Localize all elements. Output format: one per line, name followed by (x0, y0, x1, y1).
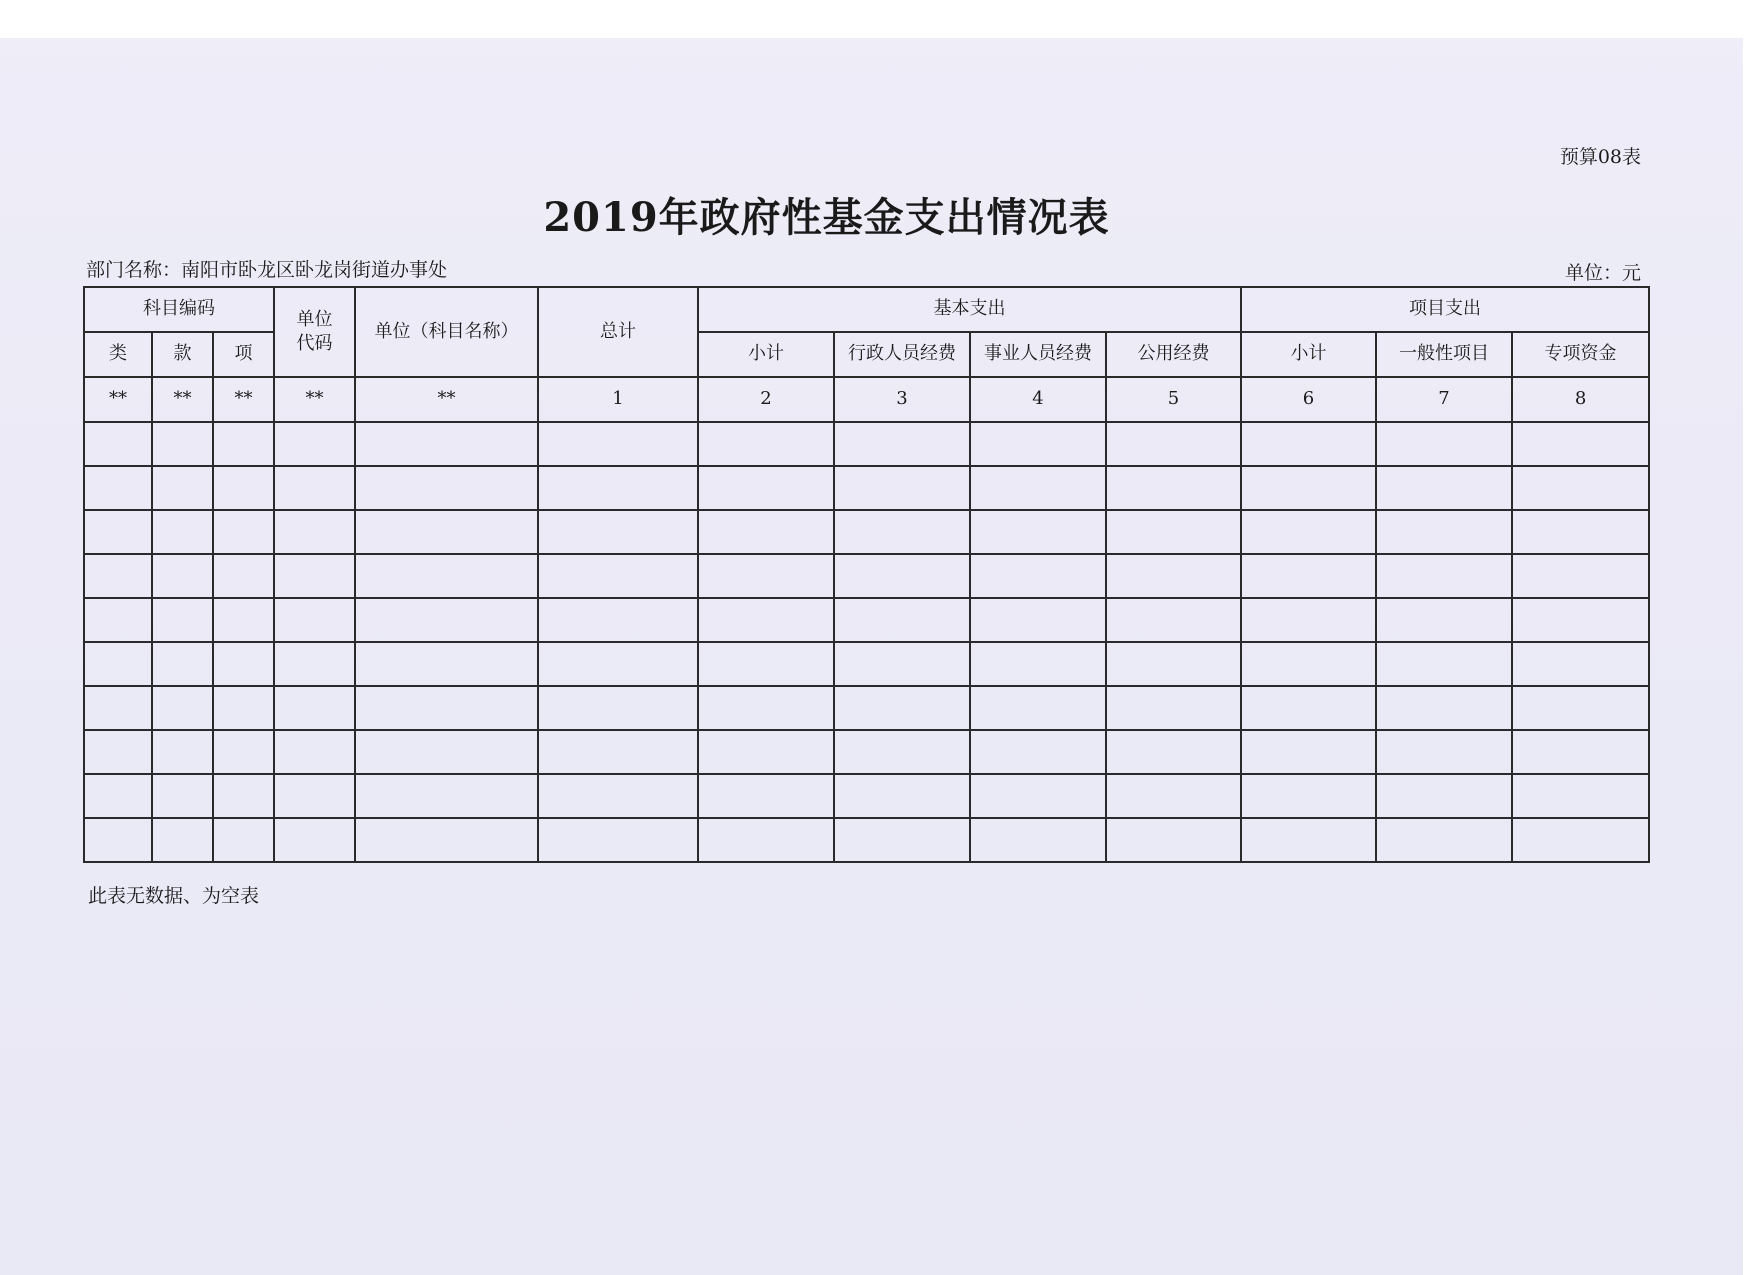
index-cell: 7 (1376, 377, 1512, 422)
table-cell (834, 642, 970, 686)
table-cell (213, 642, 274, 686)
table-cell (1106, 686, 1241, 730)
table-cell (1512, 510, 1649, 554)
table-cell (152, 642, 213, 686)
table-cell (355, 466, 538, 510)
table-cell (698, 774, 834, 818)
table-cell (355, 510, 538, 554)
table-cell (970, 818, 1106, 862)
table-cell (970, 686, 1106, 730)
table-row (84, 422, 1649, 466)
table-cell (1106, 466, 1241, 510)
header-xiang: 项 (213, 332, 274, 377)
table-cell (834, 598, 970, 642)
table-cell (698, 686, 834, 730)
table-cell (152, 554, 213, 598)
table-cell (355, 598, 538, 642)
header-project-expenditure: 项目支出 (1241, 287, 1649, 332)
table-row (84, 642, 1649, 686)
table-cell (1376, 730, 1512, 774)
index-cell: 6 (1241, 377, 1376, 422)
table-row (84, 686, 1649, 730)
table-cell (538, 466, 698, 510)
index-row (84, 377, 1649, 422)
table-cell (970, 510, 1106, 554)
table-cell (274, 686, 355, 730)
table-cell (274, 818, 355, 862)
table-cell (152, 466, 213, 510)
table-cell (538, 818, 698, 862)
table-cell (84, 774, 152, 818)
index-cell: ** (213, 377, 274, 422)
table-row (84, 774, 1649, 818)
table-cell (84, 686, 152, 730)
department-name: 部门名称：南阳市卧龙区卧龙岗街道办事处 (86, 259, 448, 281)
table-cell (538, 510, 698, 554)
table-cell (538, 422, 698, 466)
page-title: 2019年政府性基金支出情况表 (543, 194, 1110, 241)
table-cell (970, 642, 1106, 686)
table-cell (213, 422, 274, 466)
table-cell (970, 598, 1106, 642)
table-cell (84, 422, 152, 466)
table-cell (213, 510, 274, 554)
table-cell (538, 686, 698, 730)
table-cell (1512, 686, 1649, 730)
table-cell (1241, 642, 1376, 686)
table-cell (1512, 466, 1649, 510)
table-cell (274, 598, 355, 642)
table-cell (84, 598, 152, 642)
table-cell (355, 554, 538, 598)
table-cell (1376, 686, 1512, 730)
table-cell (213, 730, 274, 774)
index-cell: 2 (698, 377, 834, 422)
table-cell (355, 818, 538, 862)
table-cell (152, 510, 213, 554)
header-kuan: 款 (152, 332, 213, 377)
table-cell (834, 466, 970, 510)
table-cell (355, 774, 538, 818)
index-cell: 8 (1512, 377, 1649, 422)
table-cell (152, 774, 213, 818)
table-cell (1241, 686, 1376, 730)
table-cell (1241, 422, 1376, 466)
table-cell (84, 510, 152, 554)
table-cell (152, 686, 213, 730)
table-cell (355, 642, 538, 686)
table-cell (1106, 510, 1241, 554)
table-cell (84, 642, 152, 686)
table-cell (355, 730, 538, 774)
table-cell (213, 554, 274, 598)
table-cell (698, 642, 834, 686)
table-cell (834, 554, 970, 598)
table-cell (1241, 510, 1376, 554)
table-cell (1241, 598, 1376, 642)
table-cell (274, 730, 355, 774)
table-cell (213, 818, 274, 862)
table-cell (1376, 554, 1512, 598)
table-cell (1376, 422, 1512, 466)
table-cell (84, 466, 152, 510)
table-cell (970, 730, 1106, 774)
table-cell (1106, 774, 1241, 818)
table-cell (1376, 818, 1512, 862)
table-cell (213, 466, 274, 510)
table-row (84, 510, 1649, 554)
table-cell (698, 730, 834, 774)
table-cell (1241, 774, 1376, 818)
table-cell (274, 642, 355, 686)
header-unit-code: 单位 代码 (274, 287, 355, 377)
table-cell (834, 818, 970, 862)
table-cell (84, 730, 152, 774)
table-cell (538, 554, 698, 598)
header-total: 总计 (538, 287, 698, 377)
table-cell (1512, 774, 1649, 818)
table-cell (698, 510, 834, 554)
table-cell (698, 598, 834, 642)
table-cell (1512, 642, 1649, 686)
table-cell (698, 554, 834, 598)
header-institution-staff: 事业人员经费 (970, 332, 1106, 377)
header-unit-name: 单位（科目名称） (355, 287, 538, 377)
table-cell (970, 774, 1106, 818)
index-cell: ** (274, 377, 355, 422)
table-cell (84, 818, 152, 862)
table-cell (1106, 598, 1241, 642)
table-cell (538, 774, 698, 818)
table-cell (355, 422, 538, 466)
table-cell (1106, 818, 1241, 862)
header-row-1 (84, 287, 1649, 332)
header-lei: 类 (84, 332, 152, 377)
table-cell (1241, 554, 1376, 598)
table-cell (1376, 466, 1512, 510)
header-general-project: 一般性项目 (1376, 332, 1512, 377)
table-row (84, 818, 1649, 862)
empty-table-note: 此表无数据、为空表 (88, 885, 260, 907)
table-cell (538, 642, 698, 686)
table-cell (84, 554, 152, 598)
index-cell: ** (355, 377, 538, 422)
table-row (84, 466, 1649, 510)
table-cell (1376, 598, 1512, 642)
header-special-fund: 专项资金 (1512, 332, 1649, 377)
header-admin-staff: 行政人员经费 (834, 332, 970, 377)
table-cell (834, 730, 970, 774)
table-cell (1376, 510, 1512, 554)
table-cell (698, 466, 834, 510)
table-cell (355, 686, 538, 730)
table-cell (1512, 730, 1649, 774)
header-public-expense: 公用经费 (1106, 332, 1241, 377)
table-cell (698, 818, 834, 862)
table-cell (1106, 730, 1241, 774)
expenditure-table (83, 286, 1650, 863)
table-cell (152, 598, 213, 642)
table-cell (834, 510, 970, 554)
table-cell (970, 422, 1106, 466)
header-basic-subtotal: 小计 (698, 332, 834, 377)
index-cell: 4 (970, 377, 1106, 422)
table-cell (1512, 818, 1649, 862)
table-cell (274, 466, 355, 510)
table-cell (834, 774, 970, 818)
index-cell: 5 (1106, 377, 1241, 422)
table-cell (1376, 774, 1512, 818)
table-cell (1241, 818, 1376, 862)
table-cell (274, 422, 355, 466)
table-row (84, 730, 1649, 774)
header-project-subtotal: 小计 (1241, 332, 1376, 377)
table-cell (152, 422, 213, 466)
table-cell (213, 686, 274, 730)
empty-rows (84, 422, 1649, 862)
table-cell (274, 774, 355, 818)
table-cell (970, 466, 1106, 510)
table-cell (538, 598, 698, 642)
table-cell (1376, 642, 1512, 686)
table-cell (1512, 598, 1649, 642)
table-cell (1241, 466, 1376, 510)
table-cell (213, 598, 274, 642)
table-cell (213, 774, 274, 818)
table-cell (1106, 642, 1241, 686)
table-cell (1512, 422, 1649, 466)
index-cell: 3 (834, 377, 970, 422)
header-basic-expenditure: 基本支出 (698, 287, 1241, 332)
table-cell (1512, 554, 1649, 598)
table-cell (152, 730, 213, 774)
table-cell (1106, 422, 1241, 466)
table-cell (698, 422, 834, 466)
scan-border-top (0, 0, 1753, 38)
form-number: 预算08表 (1559, 146, 1641, 168)
table-cell (274, 554, 355, 598)
table-cell (1106, 554, 1241, 598)
index-cell: ** (84, 377, 152, 422)
header-subject-code: 科目编码 (84, 287, 274, 332)
table-cell (274, 510, 355, 554)
table-cell (834, 422, 970, 466)
table-cell (970, 554, 1106, 598)
index-cell: 1 (538, 377, 698, 422)
table-row (84, 598, 1649, 642)
table-cell (152, 818, 213, 862)
currency-unit: 单位：元 (1564, 262, 1641, 284)
index-cell: ** (152, 377, 213, 422)
table-cell (1241, 730, 1376, 774)
table-row (84, 554, 1649, 598)
table-cell (538, 730, 698, 774)
table-cell (834, 686, 970, 730)
